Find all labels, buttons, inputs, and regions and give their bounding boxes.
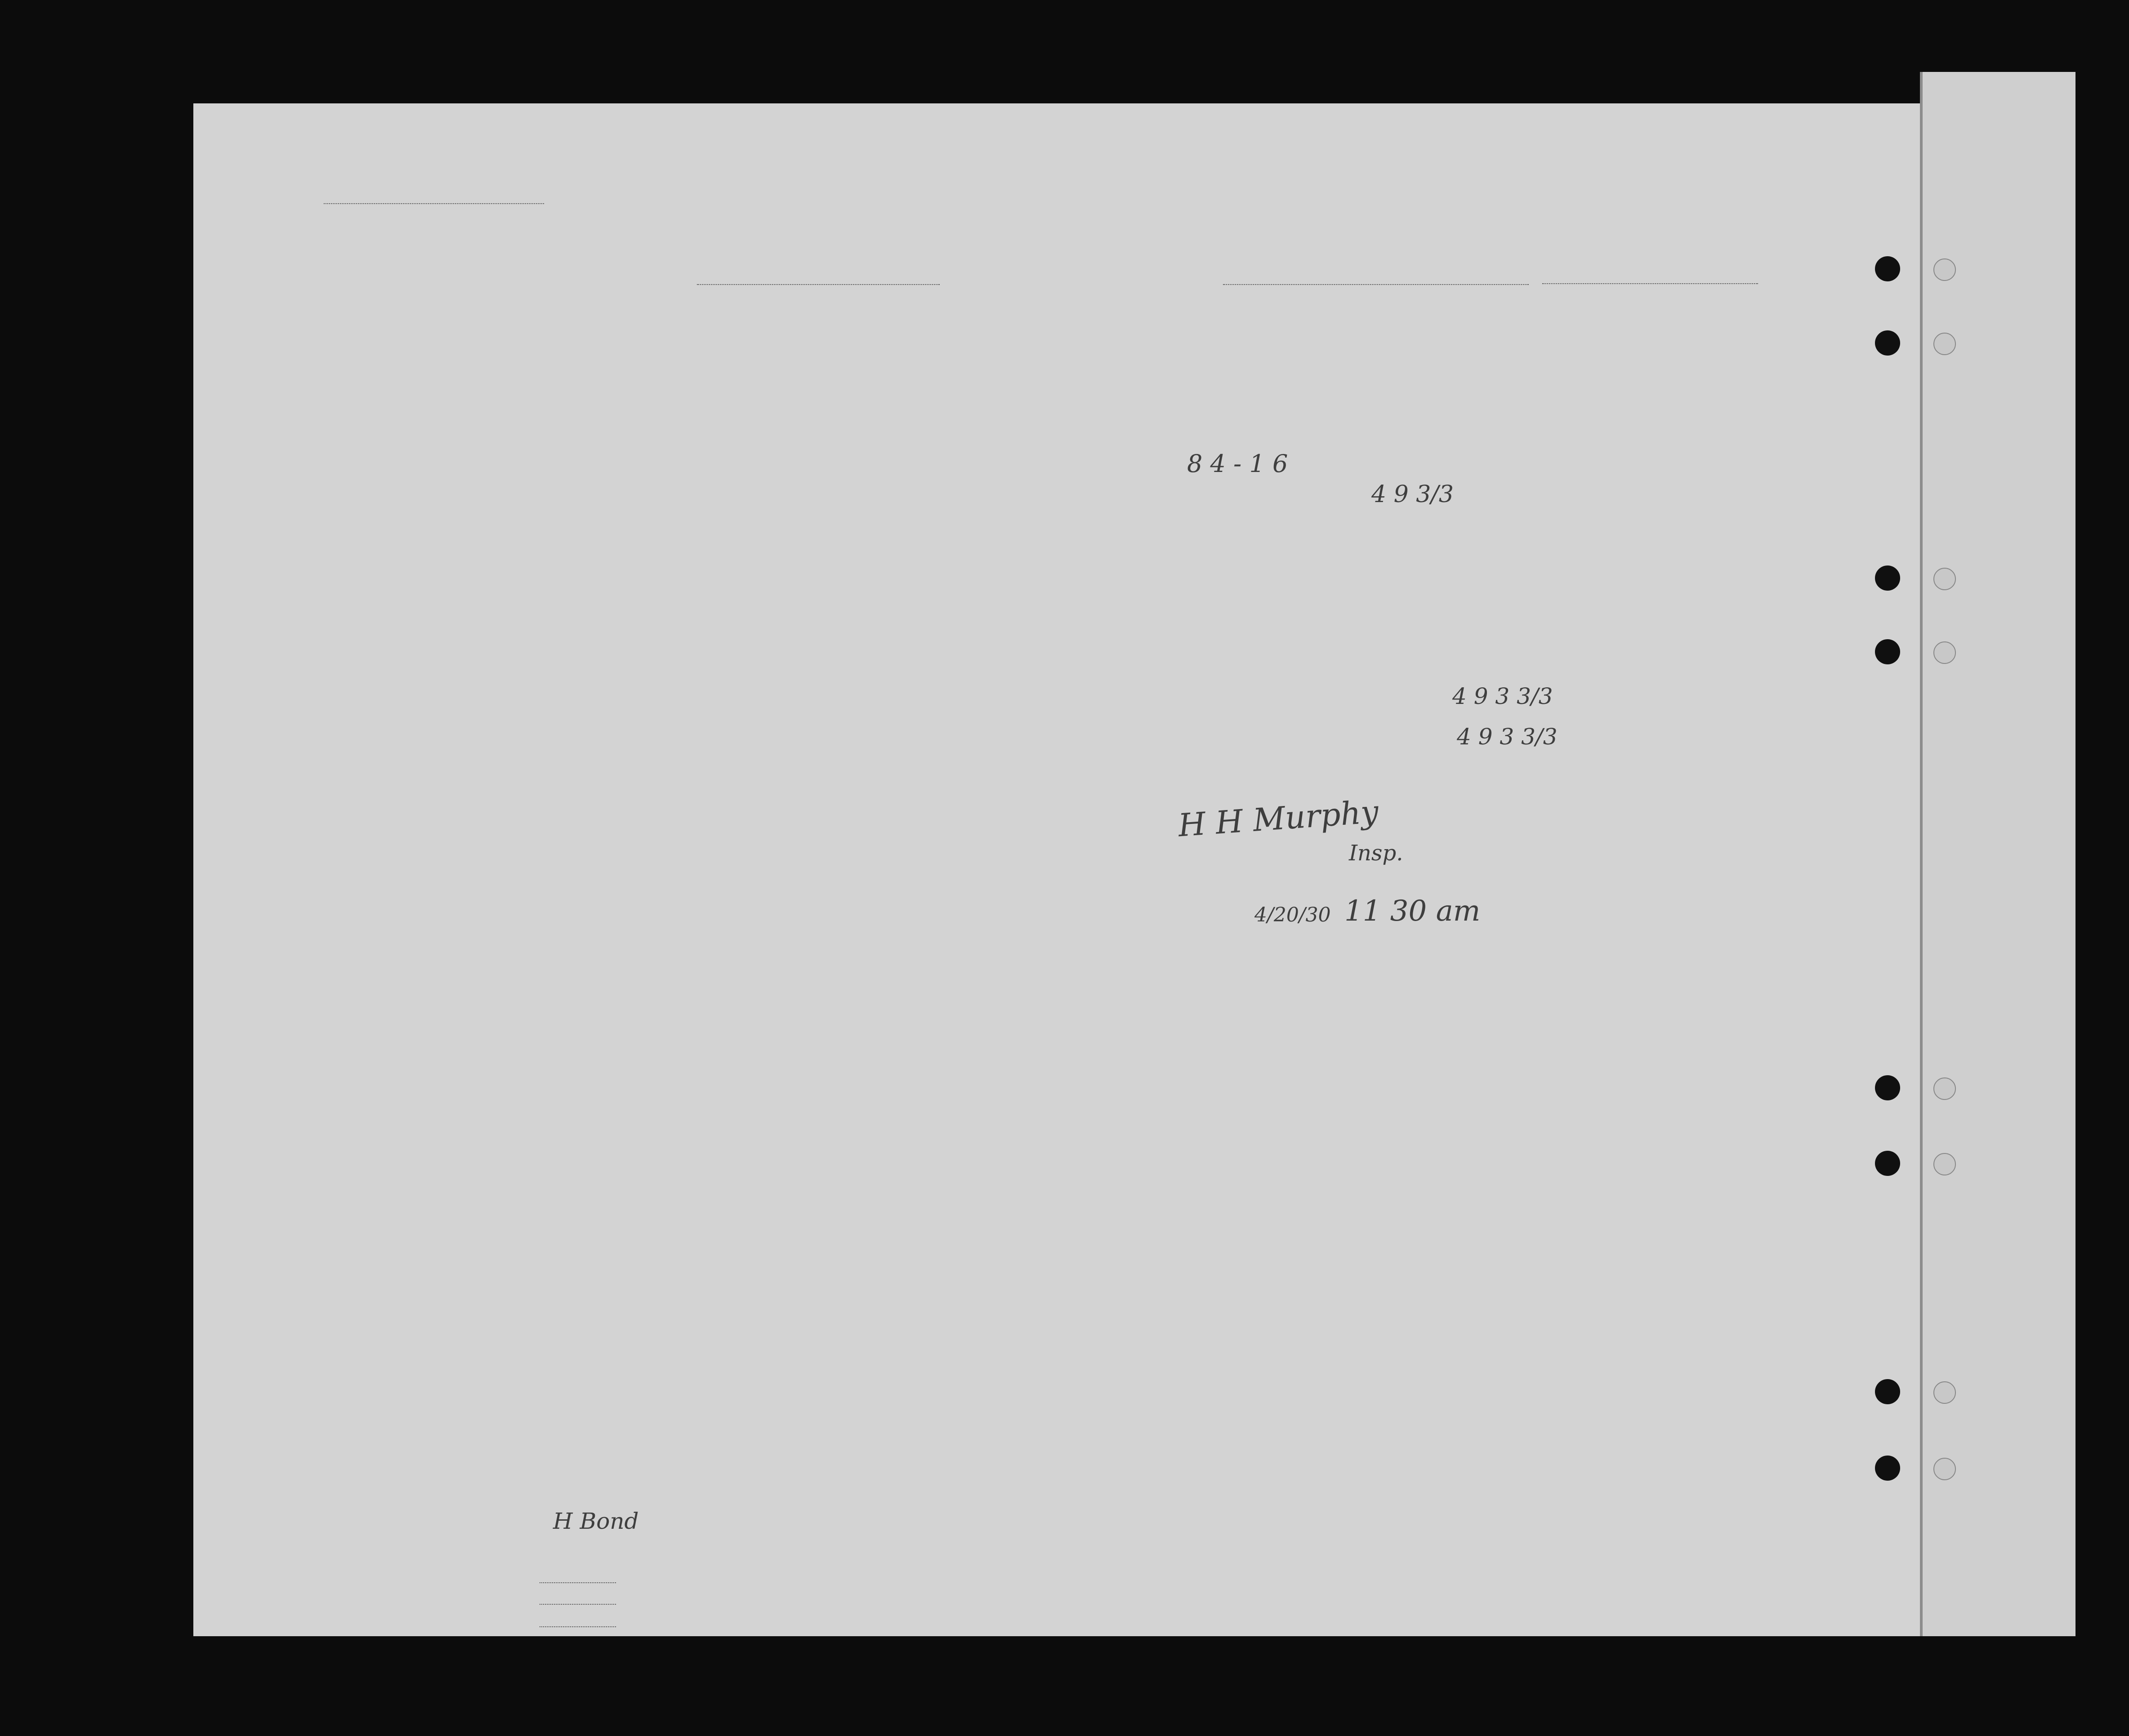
punch-hole-impression: [1933, 1381, 1956, 1404]
aliens-line: [540, 1626, 616, 1627]
handwritten-annotation: 11 30 am: [1344, 895, 1481, 928]
punch-hole-impression: [1933, 641, 1956, 664]
handwritten-annotation: 4 9 3 3/3: [1457, 724, 1558, 750]
punch-hole: [1875, 1075, 1900, 1100]
handwritten-signature: H H Murphy: [1177, 793, 1380, 844]
punch-hole: [1875, 1379, 1900, 1404]
punch-hole: [1875, 1151, 1900, 1176]
handwritten-annotation: 4 9 3/3: [1371, 481, 1454, 508]
punch-hole: [1875, 256, 1900, 281]
punch-hole: [1875, 565, 1900, 591]
handwritten-annotation: Insp.: [1349, 841, 1403, 866]
punch-hole-impression: [1933, 1153, 1956, 1175]
handwritten-annotation: 8 4 - 1 6: [1187, 450, 1288, 478]
punch-hole-impression: [1933, 568, 1956, 590]
punch-hole-impression: [1933, 1077, 1956, 1100]
punch-hole-impression: [1933, 1458, 1956, 1480]
punch-hole-impression: [1933, 258, 1956, 281]
us-citizens-line: [540, 1604, 616, 1605]
punch-hole: [1875, 330, 1900, 356]
handwritten-signature: H Bond: [553, 1508, 639, 1534]
handwritten-annotation: 4/20/30: [1254, 904, 1331, 926]
total-passengers-line: [540, 1582, 616, 1583]
punch-hole-impression: [1933, 333, 1956, 355]
handwritten-annotation: 4 9 3 3/3: [1452, 683, 1553, 709]
punch-hole: [1875, 639, 1900, 664]
punch-hole: [1875, 1456, 1900, 1481]
